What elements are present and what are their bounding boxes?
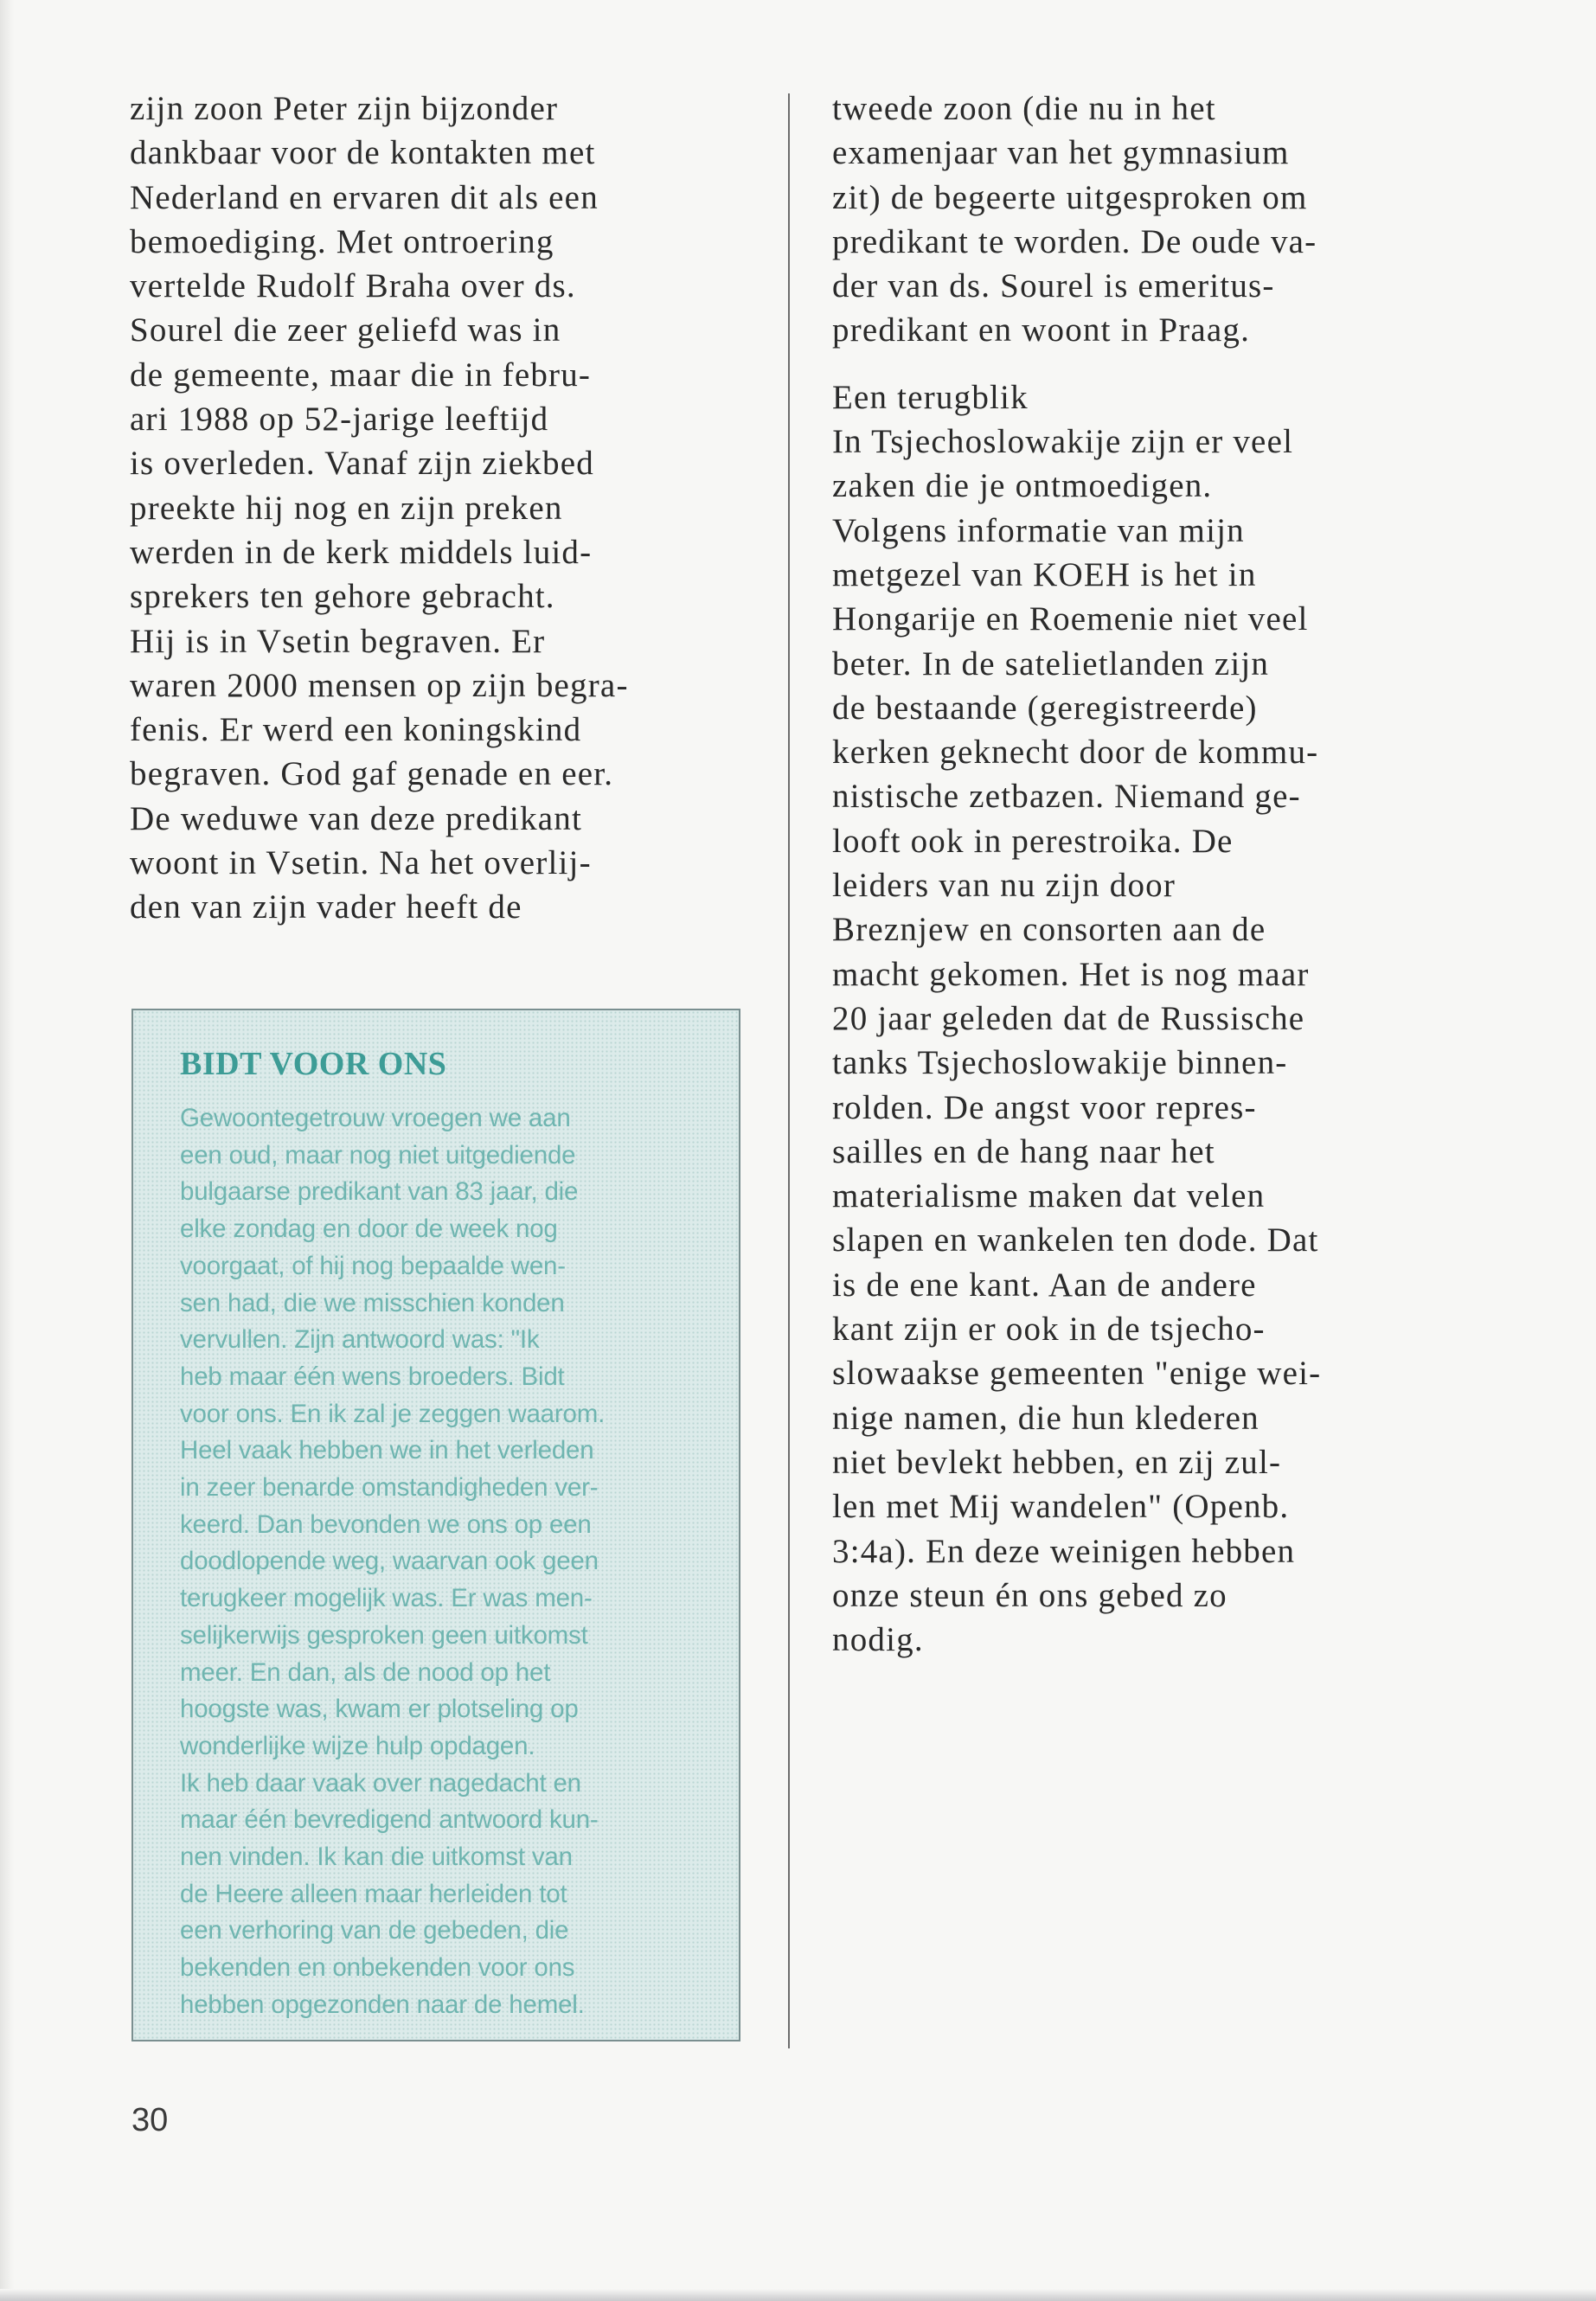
text-line: de bestaande (geregistreerde) — [832, 689, 1258, 727]
text-line: kant zijn er ook in de tsjecho- — [832, 1311, 1266, 1349]
prayer-text-line: terugkeer mogelijk was. Er was men- — [180, 1584, 593, 1613]
prayer-text-line: meer. En dan, als de nood op het — [180, 1657, 551, 1687]
text-line: rolden. De angst voor repres- — [832, 1088, 1257, 1126]
text-line: zijn zoon Peter zijn bijzonder — [130, 90, 559, 127]
text-line: metgezel van KOEH is het in — [832, 555, 1257, 593]
text-line: is de ene kant. Aan de andere — [832, 1266, 1257, 1304]
text-line: beter. In de satelietlanden zijn — [832, 644, 1270, 683]
text-line: sprekers ten gehore gebracht. — [130, 578, 555, 616]
text-line: zaken die je ontmoedigen. — [832, 467, 1213, 505]
right-column-body — [832, 420, 1472, 1662]
text-line: macht gekomen. Het is nog maar — [832, 955, 1310, 993]
prayer-box-bidt-voor-ons — [131, 1009, 740, 2041]
text-line: fenis. Er werd een koningskind — [130, 711, 582, 749]
text-line: sailles en de hang naar het — [832, 1132, 1215, 1170]
prayer-text-line: maar één bevredigend antwoord kun- — [180, 1805, 599, 1835]
text-line: slapen en wankelen ten dode. Dat — [832, 1221, 1319, 1259]
prayer-text-line: keerd. Dan bevonden we ons op een — [180, 1509, 592, 1539]
text-line: preekte hij nog en zijn preken — [130, 489, 563, 527]
text-line: kerken geknecht door de kommu- — [832, 734, 1319, 772]
prayer-text-line: wonderlijke wijze hulp opdagen. — [180, 1731, 535, 1760]
text-line: examenjaar van het gymnasium — [832, 134, 1290, 172]
left-column — [130, 87, 770, 930]
text-line: leiders van nu zijn door — [832, 867, 1176, 905]
text-line: nistische zetbazen. Niemand ge- — [832, 778, 1301, 816]
prayer-text-line: voorgaat, of hij nog bepaalde wen- — [180, 1251, 566, 1280]
text-line: tweede zoon (die nu in het — [832, 90, 1216, 127]
column-divider — [788, 93, 790, 2048]
page-number: 30 — [131, 2102, 169, 2138]
text-line: Hij is in Vsetin begraven. Er — [130, 622, 546, 660]
prayer-text-line: Ik heb daar vaak over nagedacht en — [180, 1768, 581, 1798]
right-column — [832, 87, 1472, 1662]
prayer-text-line: elke zondag en door de week nog — [180, 1215, 558, 1244]
text-line: zit) de begeerte uitgesproken om — [832, 178, 1308, 216]
prayer-text-line: sen had, die we misschien konden — [180, 1288, 565, 1317]
text-line: 20 jaar geleden dat de Russische — [832, 999, 1305, 1037]
prayer-box-text — [180, 1100, 704, 2024]
text-line: De weduwe van deze predikant — [130, 799, 583, 837]
text-line: bemoediging. Met ontroering — [130, 222, 554, 260]
text-line: len met Mij wandelen" (Openb. — [832, 1488, 1290, 1526]
text-line: der van ds. Sourel is emeritus- — [832, 267, 1275, 305]
text-line: werden in de kerk middels luid- — [130, 533, 593, 571]
text-line: vertelde Rudolf Braha over ds. — [130, 267, 576, 305]
text-line: Breznjew en consorten aan de — [832, 911, 1266, 949]
prayer-text-line: een oud, maar nog niet uitgediende — [180, 1140, 576, 1170]
prayer-text-line: bulgaarse predikant van 83 jaar, die — [180, 1177, 579, 1207]
prayer-text-line: vervullen. Zijn antwoord was: "Ik — [180, 1325, 540, 1355]
text-line: Hongarije en Roemenie niet veel — [832, 600, 1309, 638]
text-line: nige namen, die hun klederen — [832, 1399, 1259, 1437]
prayer-text-line: in zeer benarde omstandigheden ver- — [180, 1473, 599, 1503]
page-edge-shadow — [0, 0, 14, 2301]
text-line: onze steun én ons gebed zo — [832, 1576, 1227, 1614]
text-line: looft ook in perestroika. De — [832, 822, 1234, 860]
prayer-text-line: Heel vaak hebben we in het verleden — [180, 1436, 594, 1465]
prayer-text-line: heb maar één wens broeders. Bidt — [180, 1362, 565, 1391]
prayer-text-line: Gewoontegetrouw vroegen we aan — [180, 1104, 571, 1132]
prayer-text-line: de Heere alleen maar herleiden tot — [180, 1879, 567, 1908]
prayer-text-line: een verhoring van de gebeden, die — [180, 1916, 569, 1945]
prayer-box-title: BIDT VOOR ONS — [180, 1046, 447, 1082]
prayer-text-line: selijkerwijs gesproken geen uitkomst — [180, 1620, 588, 1650]
text-line: Sourel die zeer geliefd was in — [130, 311, 561, 349]
text-line: de gemeente, maar die in febru- — [130, 356, 592, 394]
prayer-text-line: hoogste was, kwam er plotseling op — [180, 1695, 579, 1724]
text-line: tanks Tsjechoslowakije binnen- — [832, 1044, 1288, 1082]
text-line: slowaakse gemeenten "enige wei- — [832, 1355, 1322, 1393]
prayer-text-line: doodlopende weg, waarvan ook geen — [180, 1547, 599, 1576]
text-line: niet bevlekt hebben, en zij zul- — [832, 1443, 1282, 1481]
text-line: Nederland en ervaren dit als een — [130, 178, 599, 216]
text-line: ari 1988 op 52-jarige leeftijd — [130, 401, 549, 439]
section-heading-een-terugblik: Een terugblik — [832, 378, 1029, 416]
text-line: woont in Vsetin. Na het overlij- — [130, 844, 592, 882]
text-line: waren 2000 mensen op zijn begra- — [130, 666, 629, 704]
text-line: is overleden. Vanaf zijn ziekbed — [130, 445, 594, 483]
text-line: Volgens informatie van mijn — [832, 511, 1245, 549]
prayer-text-line: hebben opgezonden naar de hemel. — [180, 1990, 585, 2019]
prayer-text-line: nen vinden. Ik kan die uitkomst van — [180, 1843, 573, 1872]
prayer-text-line: voor ons. En ik zal je zeggen waarom. — [180, 1399, 606, 1428]
text-line: dankbaar voor de kontakten met — [130, 134, 596, 172]
text-line: materialisme maken dat velen — [832, 1177, 1266, 1215]
text-line: den van zijn vader heeft de — [130, 888, 522, 926]
text-line: predikant en woont in Praag. — [832, 311, 1251, 349]
page-edge-bottom — [0, 2289, 1596, 2301]
text-line: nodig. — [832, 1621, 924, 1659]
prayer-text-line: bekenden en onbekenden voor ons — [180, 1953, 575, 1983]
text-line: 3:4a). En deze weinigen hebben — [832, 1532, 1296, 1570]
text-line: predikant te worden. De oude va- — [832, 222, 1317, 260]
text-line: In Tsjechoslowakije zijn er veel — [832, 423, 1294, 461]
text-line: begraven. God gaf genade en eer. — [130, 755, 614, 793]
right-column-intro — [832, 87, 1472, 353]
